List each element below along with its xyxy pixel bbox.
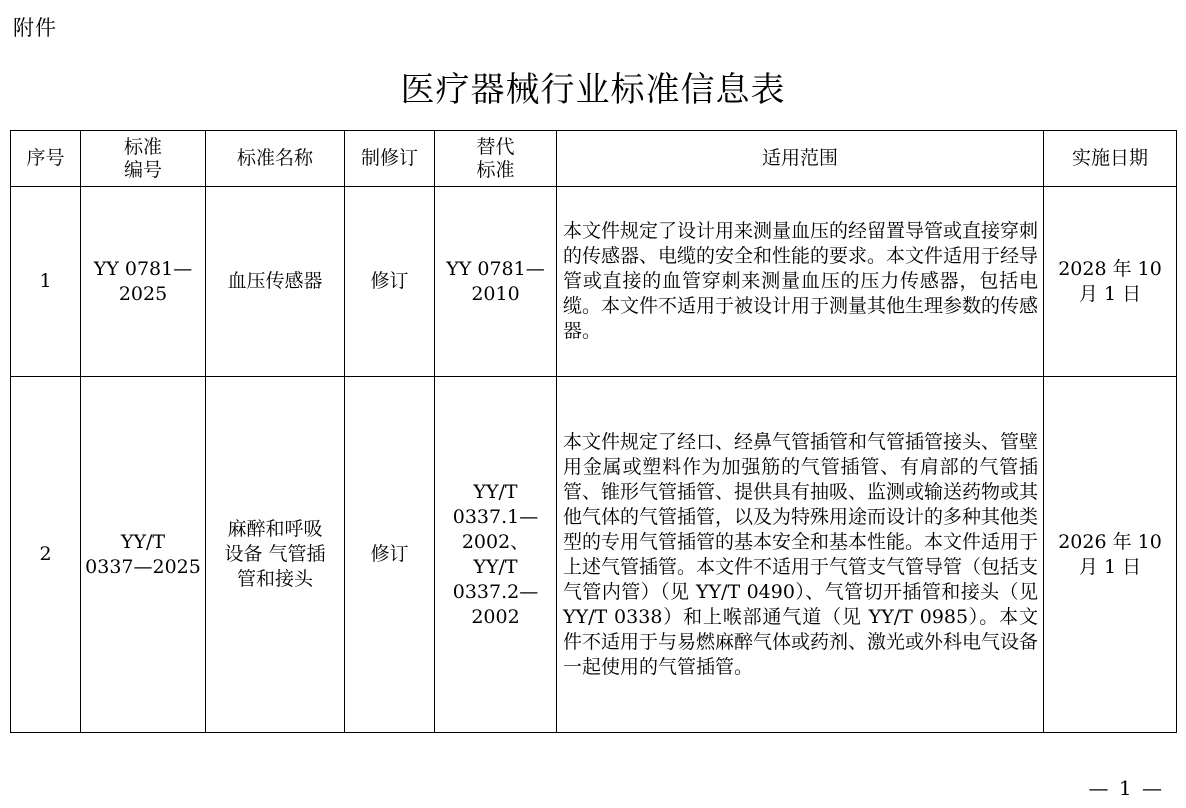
replaced-line: 0337.2— bbox=[452, 580, 539, 603]
cell-seq: 2 bbox=[11, 377, 81, 733]
replaced-line: 0337.1— bbox=[452, 505, 539, 528]
cell-date bbox=[1044, 187, 1177, 377]
cell-seq: 1 bbox=[11, 187, 81, 377]
std-no-line1: YY 0781— bbox=[93, 257, 193, 280]
standards-table bbox=[10, 130, 1177, 733]
cell-date bbox=[1044, 377, 1177, 733]
cell-scope: 本文件规定了设计用来测量血压的经留置导管或直接穿刺的传感器、电缆的安全和性能的要求。本文件适用于经导管或直接的血管穿刺来测量血压的压力传感器，包括电缆。本文件不适用于被设计用于测量其他生理参数的传感器。 bbox=[557, 187, 1044, 377]
replaced-line: 2002、 bbox=[461, 530, 530, 553]
cell-name bbox=[206, 377, 345, 733]
header-name: 标准名称 bbox=[206, 131, 345, 187]
header-date: 实施日期 bbox=[1044, 131, 1177, 187]
cell-scope: 本文件规定了经口、经鼻气管插管和气管插管接头、管壁用金属或塑料作为加强筋的气管插管、有肩部的气管插管、锥形气管插管、提供具有抽吸、监测或输送药物或其他气体的气管插管，以及为特殊用途而设计的多种其他类型的专用气管插管的基本安全和基本性能。本文件适用于上述气管插管。本文件不适用于气管支气管导管（包括支气管内管）（见 YY/T 0490）、气管切开插管和接头（见 YY/T 0338）和上喉部通气道（见 YY/T 0985）。本文件不适用于与易燃麻醉气体或药剂、激光或外科电气设备一起使用的气管插管。 bbox=[557, 377, 1044, 733]
cell-replaced bbox=[435, 187, 557, 377]
replaced-line: YY/T bbox=[473, 480, 518, 503]
page-number: — 1 — bbox=[1088, 776, 1164, 800]
name-line3: 管和接头 bbox=[236, 568, 313, 590]
std-no-line2: 2025 bbox=[118, 282, 168, 305]
header-revision: 制修订 bbox=[345, 131, 435, 187]
table-row bbox=[11, 377, 1177, 733]
header-replaced-line1: 替代 bbox=[476, 135, 515, 158]
std-no-line1: YY/T bbox=[120, 530, 166, 553]
table-header-row bbox=[11, 131, 1177, 187]
name-line2: 设备 气管插 bbox=[224, 543, 326, 565]
header-std-no bbox=[81, 131, 206, 187]
date-line2: 月 1 日 bbox=[1078, 555, 1142, 578]
date-line2: 月 1 日 bbox=[1078, 282, 1142, 305]
cell-revision: 修订 bbox=[345, 377, 435, 733]
attachment-label: 附件 bbox=[13, 16, 57, 40]
header-std-no-line1: 标准 bbox=[123, 135, 162, 158]
cell-revision: 修订 bbox=[345, 187, 435, 377]
std-no-line2: 0337—2025 bbox=[85, 555, 201, 578]
date-line1: 2026 年 10 bbox=[1058, 530, 1162, 553]
table-row bbox=[11, 187, 1177, 377]
header-std-no-line2: 编号 bbox=[123, 158, 162, 181]
replaced-line: 2010 bbox=[471, 282, 520, 305]
header-seq: 序号 bbox=[11, 131, 81, 187]
header-replaced bbox=[435, 131, 557, 187]
cell-std-no bbox=[81, 187, 206, 377]
replaced-line: YY/T bbox=[473, 555, 518, 578]
cell-name: 血压传感器 bbox=[206, 187, 345, 377]
date-line1: 2028 年 10 bbox=[1058, 257, 1162, 280]
replaced-line: YY 0781— bbox=[446, 257, 545, 280]
header-scope: 适用范围 bbox=[557, 131, 1044, 187]
header-replaced-line2: 标准 bbox=[476, 158, 515, 181]
cell-std-no bbox=[81, 377, 206, 733]
page-title: 医疗器械行业标准信息表 bbox=[400, 70, 786, 110]
name-line1: 麻醉和呼吸 bbox=[227, 518, 323, 540]
cell-replaced bbox=[435, 377, 557, 733]
replaced-line: 2002 bbox=[471, 605, 520, 628]
